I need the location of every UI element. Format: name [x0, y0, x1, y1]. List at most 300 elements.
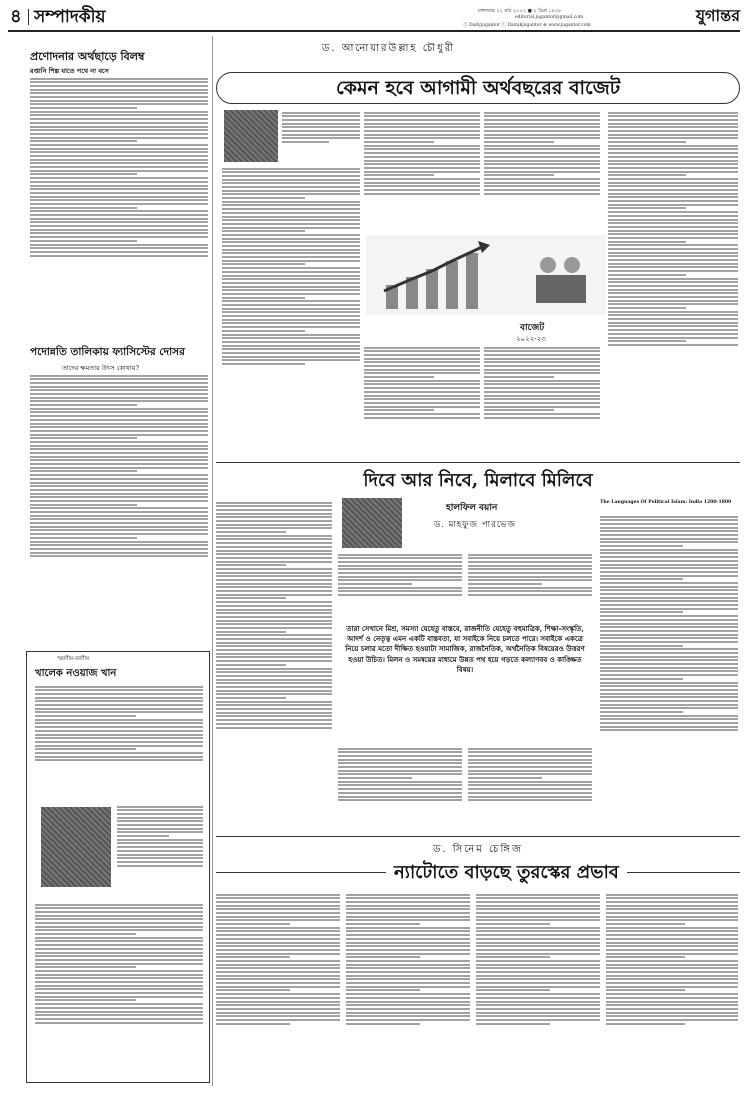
body-text-line	[216, 916, 340, 918]
body-text-line	[606, 897, 738, 899]
body-text-line	[608, 266, 738, 268]
body-text-line	[346, 993, 470, 995]
body-text-line	[30, 196, 208, 198]
body-text-line	[468, 784, 592, 786]
body-text-line	[216, 634, 332, 636]
body-text-line	[600, 534, 738, 536]
body-text-line	[35, 999, 136, 1001]
body-text-line	[216, 656, 332, 658]
body-text-line	[600, 538, 738, 540]
body-text-line	[600, 667, 738, 669]
body-text-line	[30, 493, 208, 495]
body-text-line	[30, 463, 208, 465]
body-text-line	[35, 904, 203, 906]
body-text-line	[30, 133, 208, 135]
body-text-line	[484, 174, 554, 176]
body-text-line	[600, 715, 738, 717]
body-text-line	[216, 953, 340, 955]
body-text-line	[35, 981, 203, 983]
body-text-line	[30, 199, 208, 201]
body-text-line	[484, 193, 600, 195]
body-text-line	[476, 978, 600, 980]
body-text-line	[606, 1019, 738, 1021]
body-text-line	[600, 597, 738, 599]
body-text-line	[484, 417, 600, 419]
body-text-line	[30, 415, 208, 417]
body-text-line	[30, 467, 208, 469]
body-text-line	[608, 130, 738, 132]
body-text-line	[608, 325, 738, 327]
body-text-line	[30, 100, 208, 102]
body-text-line	[346, 1008, 470, 1010]
body-text-line	[30, 210, 208, 212]
body-text-line	[600, 722, 738, 724]
social-link-twitter[interactable]: Dainikjugantor	[507, 23, 542, 28]
body-text-line	[600, 696, 738, 698]
body-text-line	[476, 986, 600, 988]
article-2-book-ref	[600, 500, 738, 506]
article-2-col-3	[468, 552, 592, 618]
body-text-line	[338, 568, 462, 570]
body-text-line	[222, 311, 360, 313]
budget-graphic	[366, 235, 606, 315]
body-text-line	[608, 241, 686, 243]
body-text-line	[346, 1019, 470, 1021]
body-text-line	[216, 949, 340, 951]
body-text-line	[282, 126, 360, 128]
body-text-line	[216, 697, 286, 699]
body-text-line	[216, 550, 332, 552]
body-text-line	[30, 151, 208, 153]
body-text-line	[30, 489, 208, 491]
body-text-line	[35, 963, 203, 965]
body-text-line	[484, 123, 600, 125]
body-text-line	[30, 188, 208, 190]
body-text-line	[476, 942, 600, 944]
body-text-line	[606, 942, 738, 944]
body-text-line	[222, 201, 360, 203]
body-text-line	[468, 561, 592, 563]
body-text-line	[484, 413, 600, 415]
body-text-line	[222, 241, 360, 243]
body-text-line	[30, 529, 208, 531]
body-text-line	[608, 314, 738, 316]
body-text-line	[364, 123, 480, 125]
body-text-line	[364, 130, 480, 132]
editorial-2-subtitle: তাদের ক্ষমতার উৎস কোথায়?	[62, 364, 140, 372]
body-text-line	[600, 575, 738, 577]
body-text-line	[35, 1018, 203, 1020]
body-text-line	[30, 173, 137, 175]
body-text-line	[30, 140, 137, 142]
body-text-line	[216, 978, 340, 980]
body-text-line	[222, 352, 360, 354]
body-text-line	[606, 905, 738, 907]
body-text-line	[468, 748, 592, 750]
body-text-line	[216, 1023, 290, 1025]
body-text-line	[30, 511, 208, 513]
body-text-line	[216, 664, 286, 666]
body-text-line	[222, 182, 360, 184]
body-text-line	[35, 722, 203, 724]
body-text-line	[216, 894, 340, 896]
body-text-line	[364, 383, 480, 385]
body-text-line	[608, 329, 738, 331]
body-text-line	[600, 578, 683, 580]
body-text-line	[484, 185, 600, 187]
body-text-line	[30, 181, 208, 183]
body-text-line	[364, 361, 480, 363]
body-text-line	[484, 145, 600, 147]
body-text-line	[35, 1022, 203, 1024]
body-text-line	[346, 964, 470, 966]
body-text-line	[222, 216, 360, 218]
article-3-byline: ড. সিনেম চেঙ্গিজ	[433, 844, 523, 855]
body-text-line	[364, 365, 480, 367]
body-text-line	[476, 938, 600, 940]
body-text-line	[600, 530, 738, 532]
body-text-line	[30, 485, 208, 487]
body-text-line	[364, 380, 480, 382]
body-text-line	[476, 923, 550, 925]
body-text-line	[222, 363, 305, 365]
body-text-line	[35, 726, 203, 728]
body-text-line	[484, 391, 600, 393]
body-text-line	[606, 919, 738, 921]
body-text-line	[608, 160, 738, 162]
body-text-line	[35, 933, 136, 935]
body-text-line	[117, 831, 203, 833]
body-text-line	[282, 141, 329, 143]
body-text-line	[346, 934, 470, 936]
body-text-line	[35, 911, 203, 913]
body-text-line	[35, 996, 203, 998]
body-text-line	[484, 365, 600, 367]
body-text-line	[608, 123, 738, 125]
body-text-line	[600, 523, 738, 525]
body-text-line	[222, 286, 360, 288]
body-text-line	[216, 538, 332, 540]
body-text-line	[476, 982, 600, 984]
body-text-line	[30, 397, 208, 399]
body-text-line	[608, 148, 738, 150]
body-text-line	[600, 611, 683, 613]
body-text-line	[30, 555, 208, 557]
feature-body-bottom	[35, 902, 203, 1078]
body-text-line	[600, 600, 738, 602]
body-text-line	[35, 704, 203, 706]
body-text-line	[606, 956, 685, 958]
body-text-line	[216, 704, 332, 706]
feature-portrait	[41, 807, 111, 887]
body-text-line	[216, 509, 332, 511]
body-text-line	[216, 564, 286, 566]
masthead-rule	[8, 30, 740, 32]
body-text-line	[216, 693, 332, 695]
body-text-line	[35, 988, 203, 990]
body-text-line	[30, 118, 208, 120]
body-text-line	[364, 119, 480, 121]
body-text-line	[216, 653, 332, 655]
body-text-line	[608, 167, 738, 169]
body-text-line	[338, 579, 462, 581]
body-text-line	[338, 594, 462, 596]
body-text-line	[476, 901, 600, 903]
body-text-line	[364, 358, 480, 360]
body-text-line	[216, 638, 332, 640]
body-text-line	[30, 225, 208, 227]
body-text-line	[30, 411, 208, 413]
body-text-line	[222, 245, 360, 247]
body-text-line	[476, 949, 600, 951]
body-text-line	[222, 356, 360, 358]
body-text-line	[35, 759, 203, 761]
body-text-line	[216, 586, 332, 588]
body-text-line	[484, 163, 600, 165]
body-text-line	[608, 333, 738, 335]
body-text-line	[484, 156, 600, 158]
body-text-line	[608, 274, 686, 276]
body-text-line	[484, 369, 600, 371]
body-text-line	[216, 590, 332, 592]
editorial-1-body	[30, 76, 208, 338]
body-text-line	[600, 630, 738, 632]
body-text-line	[484, 119, 600, 121]
body-text-line	[35, 926, 203, 928]
body-text-line	[364, 402, 480, 404]
body-text-line	[30, 255, 208, 257]
body-text-line	[30, 537, 137, 539]
body-text-line	[608, 126, 738, 128]
body-text-line	[216, 727, 332, 729]
body-text-line	[222, 267, 360, 269]
article-2-title: দিবে আর নিবে, মিলাবে মিলিবে	[363, 470, 593, 491]
body-text-line	[338, 554, 462, 556]
page-number: ৪	[10, 6, 22, 27]
body-text-line	[30, 114, 208, 116]
body-text-line	[216, 1004, 340, 1006]
body-text-line	[30, 419, 208, 421]
body-text-line	[346, 1004, 470, 1006]
body-text-line	[30, 504, 137, 506]
article-2-col-2	[338, 552, 462, 618]
body-text-line	[600, 556, 738, 558]
body-text-line	[30, 177, 208, 179]
body-text-line	[608, 292, 738, 294]
body-text-line	[346, 1023, 420, 1025]
body-text-line	[222, 341, 360, 343]
body-text-line	[282, 115, 360, 117]
body-text-line	[216, 1012, 340, 1014]
body-text-line	[346, 927, 470, 929]
body-text-line	[484, 137, 600, 139]
body-text-line	[476, 908, 600, 910]
body-text-line	[600, 674, 738, 676]
body-text-line	[30, 192, 208, 194]
author-2-photo	[342, 498, 402, 548]
body-text-line	[222, 223, 360, 225]
body-text-line	[216, 686, 332, 688]
masthead	[8, 6, 740, 28]
body-text-line	[35, 1011, 203, 1013]
body-text-line	[30, 111, 208, 113]
body-text-line	[30, 448, 208, 450]
feature-name: খালেক নওয়াজ খান	[35, 668, 117, 679]
body-text-line	[484, 406, 600, 408]
body-text-line	[35, 693, 203, 695]
body-text-line	[222, 282, 360, 284]
budget-graphic-label: বাজেট	[520, 323, 545, 333]
body-text-line	[216, 527, 332, 529]
budget-graphic-year: ২০২২-২৩	[516, 335, 546, 343]
body-text-line	[222, 175, 360, 177]
body-text-line	[222, 271, 360, 273]
article-2-byline: ড. মাহফুজ পারভেজ	[434, 520, 517, 530]
body-text-line	[476, 964, 600, 966]
website-link[interactable]: www.jugantor.com	[548, 23, 591, 28]
body-text-line	[608, 244, 738, 246]
body-text-line	[338, 576, 462, 578]
body-text-line	[608, 112, 738, 114]
body-text-line	[606, 960, 738, 962]
body-text-line	[484, 141, 554, 143]
body-text-line	[338, 796, 462, 798]
body-text-line	[600, 670, 738, 672]
body-text-line	[35, 697, 203, 699]
body-text-line	[216, 719, 332, 721]
body-text-line	[608, 145, 738, 147]
body-text-line	[484, 160, 600, 162]
body-text-line	[608, 233, 738, 235]
body-text-line	[600, 552, 738, 554]
body-text-line	[222, 263, 305, 265]
body-text-line	[364, 395, 480, 397]
article-3-title: ন্যাটোতে বাড়ছে তুরস্কের প্রভাব	[386, 860, 627, 886]
body-text-line	[484, 126, 600, 128]
body-text-line	[30, 459, 208, 461]
body-text-line	[30, 400, 208, 402]
body-text-line	[222, 171, 360, 173]
body-text-line	[216, 905, 340, 907]
body-text-line	[606, 1001, 738, 1003]
body-text-line	[600, 567, 738, 569]
body-text-line	[468, 751, 592, 753]
body-text-line	[216, 708, 332, 710]
body-text-line	[216, 1008, 340, 1010]
body-text-line	[216, 575, 332, 577]
body-text-line	[608, 141, 686, 143]
body-text-line	[117, 809, 203, 811]
body-text-line	[222, 179, 360, 181]
body-text-line	[606, 912, 738, 914]
body-text-line	[222, 334, 360, 336]
body-text-line	[216, 993, 340, 995]
body-text-line	[468, 792, 592, 794]
body-text-line	[216, 531, 286, 533]
article-1-col-2	[364, 110, 480, 232]
body-text-line	[117, 861, 203, 863]
body-text-line	[30, 393, 208, 395]
body-text-line	[608, 230, 738, 232]
body-text-line	[35, 708, 203, 710]
body-text-line	[608, 200, 738, 202]
body-text-line	[600, 707, 738, 709]
body-text-line	[346, 897, 470, 899]
body-text-line	[117, 846, 203, 848]
body-text-line	[476, 916, 600, 918]
body-text-line	[30, 456, 208, 458]
body-text-line	[364, 174, 434, 176]
body-text-line	[600, 663, 738, 665]
body-text-line	[35, 937, 203, 939]
body-text-line	[608, 178, 738, 180]
body-text-line	[30, 423, 208, 425]
body-text-line	[476, 934, 600, 936]
body-text-line	[30, 426, 208, 428]
body-text-line	[600, 682, 738, 684]
body-text-line	[346, 967, 470, 969]
body-text-line	[606, 964, 738, 966]
body-text-line	[222, 348, 360, 350]
body-text-line	[606, 975, 738, 977]
body-text-line	[30, 229, 208, 231]
body-text-line	[600, 571, 738, 573]
body-text-line	[346, 942, 470, 944]
body-text-line	[608, 318, 738, 320]
body-text-line	[364, 141, 434, 143]
body-text-line	[117, 854, 203, 856]
body-text-line	[35, 952, 203, 954]
body-text-line	[476, 930, 600, 932]
body-text-line	[216, 934, 340, 936]
body-text-line	[476, 971, 600, 973]
body-text-line	[606, 989, 685, 991]
body-text-line	[476, 905, 600, 907]
body-text-line	[608, 303, 738, 305]
body-text-line	[35, 730, 203, 732]
body-text-line	[600, 589, 738, 591]
body-text-line	[338, 565, 462, 567]
body-text-line	[606, 1004, 738, 1006]
body-text-line	[222, 219, 360, 221]
body-text-line	[608, 193, 738, 195]
body-text-line	[364, 182, 480, 184]
body-text-line	[35, 700, 203, 702]
body-text-line	[30, 445, 208, 447]
social-link-facebook[interactable]: Dailyjugantor	[468, 23, 501, 28]
body-text-line	[364, 167, 480, 169]
body-text-line	[35, 748, 136, 750]
body-text-line	[30, 474, 208, 476]
body-text-line	[468, 568, 592, 570]
body-text-line	[608, 270, 738, 272]
body-text-line	[30, 122, 208, 124]
body-text-line	[608, 248, 738, 250]
body-text-line	[30, 375, 208, 377]
editorial-1-subtitle: রপ্তানি শিল্প যাতে পথে না বসে	[30, 67, 109, 75]
body-text-line	[222, 230, 305, 232]
body-text-line	[600, 659, 738, 661]
body-text-line	[338, 770, 462, 772]
body-text-line	[35, 715, 136, 717]
body-text-line	[346, 997, 470, 999]
body-text-line	[30, 382, 208, 384]
body-text-line	[30, 518, 208, 520]
body-text-line	[476, 1023, 550, 1025]
author-1-photo	[224, 110, 278, 162]
body-text-line	[216, 986, 340, 988]
body-text-line	[468, 579, 592, 581]
